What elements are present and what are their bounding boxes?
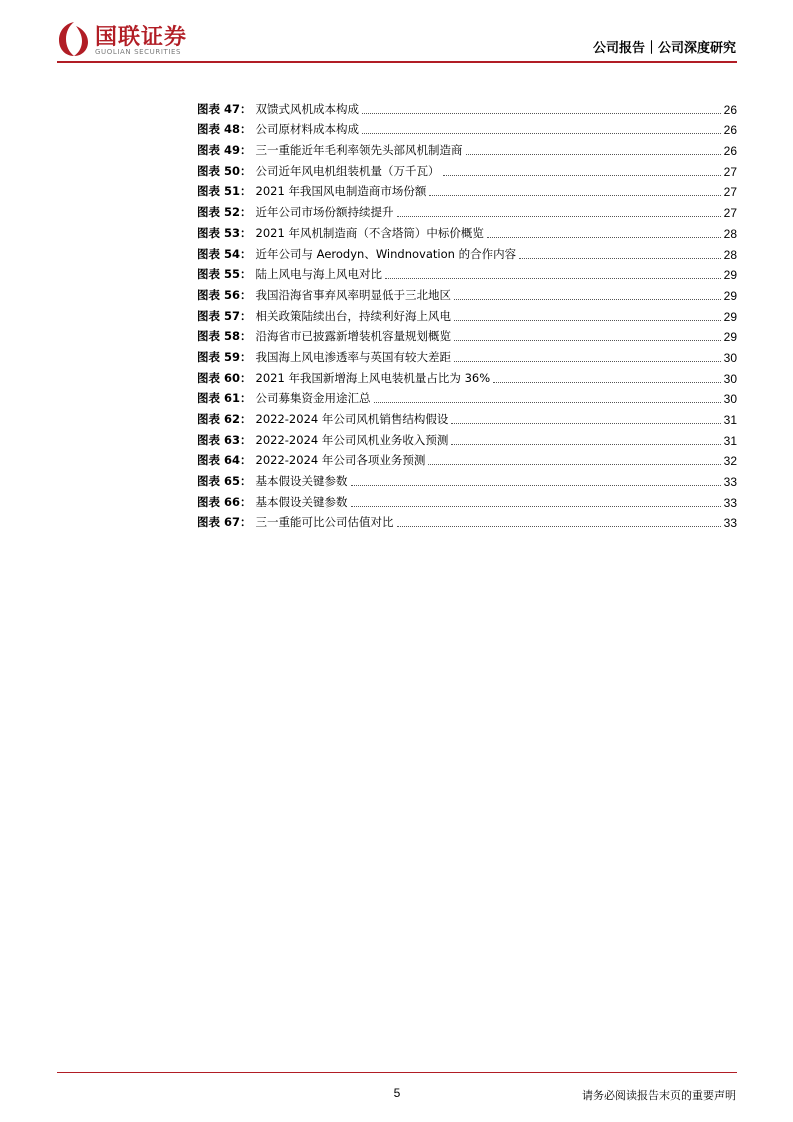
toc-leader-dots <box>487 237 721 238</box>
toc-entry[interactable] <box>197 324 737 345</box>
toc-figure-title: 基本假设关键参数 <box>255 494 348 509</box>
toc-figure-title: 2022-2024 年公司风机销售结构假设 <box>255 412 449 426</box>
toc-page-number: 33 <box>723 475 737 490</box>
logo-mark-icon <box>57 20 91 58</box>
toc-figure-label: 图表 54： <box>197 246 252 261</box>
toc-page-number: 31 <box>723 413 737 427</box>
toc-entry[interactable] <box>197 468 737 489</box>
toc-page-number: 27 <box>723 164 737 179</box>
toc-leader-dots <box>374 402 721 403</box>
toc-page-number: 32 <box>723 454 737 469</box>
toc-page-number: 28 <box>723 226 737 241</box>
toc-page-number: 26 <box>723 144 737 159</box>
toc-page-number: 30 <box>723 350 737 365</box>
toc-entry[interactable] <box>197 427 737 448</box>
toc-figure-label: 图表 62： <box>197 412 252 426</box>
toc-figure-label: 图表 47： <box>197 101 252 116</box>
toc-page-number: 26 <box>723 102 737 117</box>
logo-text-en: GUOLIAN SECURITIES <box>95 48 182 56</box>
disclaimer-text: 请务必阅读报告末页的重要声明 <box>582 1089 736 1102</box>
toc-figure-title: 近年公司与 Aerodyn、Windnovation 的合作内容 <box>255 246 517 261</box>
toc-figure-label: 图表 51： <box>197 184 252 199</box>
toc-leader-dots <box>466 154 721 155</box>
toc-figure-label: 图表 58： <box>197 329 252 344</box>
toc-figure-title: 三一重能近年毛利率领先头部风机制造商 <box>255 143 463 158</box>
toc-leader-dots <box>428 464 720 465</box>
toc-figure-label: 图表 57： <box>197 308 252 323</box>
toc-figure-title: 公司原材料成本构成 <box>255 122 360 137</box>
toc-leader-dots <box>451 444 720 445</box>
toc-figure-label: 图表 53： <box>197 225 252 240</box>
toc-page-number: 33 <box>723 516 737 531</box>
toc-figure-label: 图表 61： <box>197 391 252 406</box>
toc-entry[interactable] <box>197 241 737 262</box>
toc-figure-title: 2021 年风机制造商（不含塔筒）中标价概览 <box>255 225 484 240</box>
toc-entry[interactable] <box>197 282 737 303</box>
toc-figure-title: 2021 年我国风电制造商市场份额 <box>255 184 427 199</box>
toc-figure-title: 公司近年风电机组装机量（万千瓦） <box>255 163 440 178</box>
toc-figure-label: 图表 55： <box>197 267 252 282</box>
page-header <box>0 0 793 68</box>
toc-figure-label: 图表 64： <box>197 453 252 468</box>
toc-figure-label: 图表 65： <box>197 474 252 489</box>
toc-leader-dots <box>454 340 721 341</box>
toc-page-number: 27 <box>723 185 737 200</box>
toc-page-number: 29 <box>723 288 737 303</box>
toc-page-number: 26 <box>723 123 737 138</box>
toc-figure-title: 双馈式风机成本构成 <box>255 101 360 116</box>
toc-page-number: 29 <box>723 309 737 324</box>
toc-figure-title: 相关政策陆续出台，持续利好海上风电 <box>255 308 452 323</box>
toc-leader-dots <box>385 278 721 279</box>
toc-figure-label: 图表 59： <box>197 349 252 364</box>
toc-page-number: 30 <box>723 371 737 386</box>
toc-page-number: 28 <box>723 247 737 262</box>
toc-entry[interactable] <box>197 344 737 365</box>
toc-entry[interactable] <box>197 303 737 324</box>
toc-entry[interactable] <box>197 179 737 200</box>
figure-index-list <box>197 96 737 530</box>
toc-figure-title: 公司募集资金用途汇总 <box>255 391 371 406</box>
toc-leader-dots <box>429 195 720 196</box>
toc-figure-title: 我国海上风电渗透率与英国有较大差距 <box>255 349 452 364</box>
toc-figure-label: 图表 48： <box>197 122 252 137</box>
toc-figure-label: 图表 60： <box>197 370 252 385</box>
toc-leader-dots <box>443 175 721 176</box>
toc-figure-title: 2021 年我国新增海上风电装机量占比为 36% <box>255 370 491 385</box>
toc-entry[interactable] <box>197 365 737 386</box>
toc-figure-title: 沿海省市已披露新增装机容量规划概览 <box>255 329 452 344</box>
toc-figure-title: 我国沿海省事弃风率明显低于三北地区 <box>255 287 452 302</box>
toc-entry[interactable] <box>197 489 737 510</box>
toc-leader-dots <box>493 382 720 383</box>
toc-entry[interactable] <box>197 220 737 241</box>
toc-leader-dots <box>351 506 721 507</box>
toc-figure-title: 三一重能可比公司估值对比 <box>255 515 394 530</box>
toc-figure-title: 2022-2024 年公司各项业务预测 <box>255 453 426 468</box>
toc-leader-dots <box>454 320 721 321</box>
toc-leader-dots <box>397 526 721 527</box>
toc-entry[interactable] <box>197 137 737 158</box>
header-divider <box>57 61 737 63</box>
toc-figure-title: 基本假设关键参数 <box>255 474 348 489</box>
toc-figure-label: 图表 50： <box>197 163 252 178</box>
footer-divider <box>57 1072 737 1073</box>
toc-page-number: 33 <box>723 495 737 510</box>
toc-page-number: 31 <box>723 433 737 448</box>
page-number: 5 <box>393 1086 401 1100</box>
toc-entry[interactable] <box>197 386 737 407</box>
guolian-logo <box>57 20 217 60</box>
toc-leader-dots <box>362 133 721 134</box>
toc-entry[interactable] <box>197 406 737 427</box>
toc-entry[interactable] <box>197 510 737 531</box>
logo-text-cn: 国联证券 <box>95 25 188 50</box>
toc-page-number: 30 <box>723 392 737 407</box>
toc-entry[interactable] <box>197 199 737 220</box>
toc-entry[interactable] <box>197 117 737 138</box>
toc-leader-dots <box>351 485 721 486</box>
toc-figure-label: 图表 66： <box>197 494 252 509</box>
toc-leader-dots <box>454 361 721 362</box>
toc-figure-label: 图表 52： <box>197 205 252 220</box>
report-type-title: 公司报告｜公司深度研究 <box>592 41 736 56</box>
toc-leader-dots <box>519 258 721 259</box>
toc-entry[interactable] <box>197 262 737 283</box>
toc-figure-label: 图表 56： <box>197 287 252 302</box>
toc-leader-dots <box>397 216 721 217</box>
toc-page-number: 29 <box>723 268 737 283</box>
toc-figure-title: 陆上风电与海上风电对比 <box>255 267 383 282</box>
toc-entry[interactable] <box>197 158 737 179</box>
toc-figure-label: 图表 67： <box>197 515 252 530</box>
toc-leader-dots <box>454 299 721 300</box>
toc-page-number: 29 <box>723 330 737 345</box>
toc-entry[interactable] <box>197 96 737 117</box>
toc-figure-title: 近年公司市场份额持续提升 <box>255 205 394 220</box>
toc-leader-dots <box>362 113 721 114</box>
toc-page-number: 27 <box>723 206 737 221</box>
toc-leader-dots <box>451 423 720 424</box>
toc-figure-label: 图表 63： <box>197 432 252 447</box>
toc-entry[interactable] <box>197 448 737 469</box>
toc-figure-label: 图表 49： <box>197 143 252 158</box>
toc-figure-title: 2022-2024 年公司风机业务收入预测 <box>255 432 449 447</box>
